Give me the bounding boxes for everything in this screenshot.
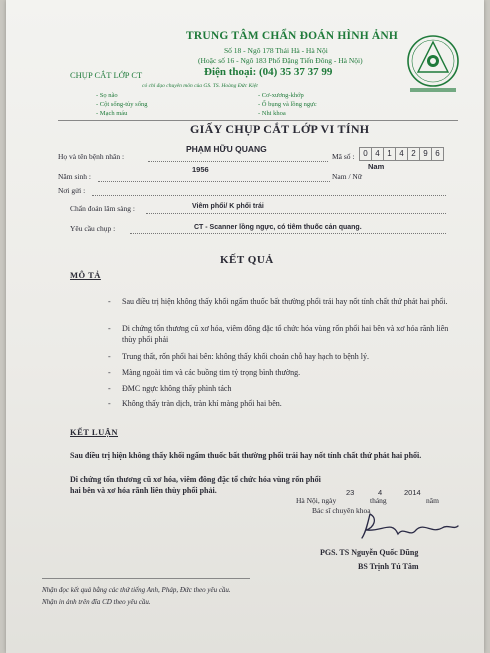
diagnosis-value: Viêm phổi/ K phổi trái	[192, 203, 264, 210]
doctor-name-2: BS Trịnh Tú Tâm	[358, 562, 419, 571]
id-digit: 9	[419, 147, 432, 161]
id-digit: 4	[395, 147, 408, 161]
year-label: năm	[426, 496, 439, 505]
patient-name-label: Họ và tên bệnh nhân :	[58, 152, 125, 161]
doctor-role: Bác sĩ chuyên khoa	[312, 506, 371, 515]
conclusion-paragraph-2: Di chứng tổn thương cũ xơ hóa, viêm đông đặc tổ chức hóa vùng rốn phổi hai bên và xơ hóa rãnh liên thùy phổi phải.	[70, 475, 321, 495]
birth-year-label: Năm sinh :	[58, 172, 91, 181]
description-item: ĐMC ngực không thấy phình tách	[122, 384, 232, 393]
id-digit: 6	[431, 147, 444, 161]
phone-number: Điện thoại: (04) 35 37 37 99	[204, 66, 333, 78]
date-prefix: Hà Nội, ngày	[296, 496, 337, 505]
date-year: 2014	[404, 488, 421, 497]
service-item: - Sọ não	[96, 92, 118, 99]
patient-id-boxes	[360, 147, 444, 161]
center-name: TRUNG TÂM CHẨN ĐOÁN HÌNH ẢNH	[186, 30, 399, 42]
doctor-name-1: PGS. TS Nguyễn Quốc Dũng	[320, 548, 419, 557]
date-month: 4	[378, 488, 383, 497]
description-item: Di chứng tổn thương cũ xơ hóa, viêm đông đặc tổ chức hóa vùng rốn phổi hai bên và xơ hóa rãnh liên thùy phổi phải	[122, 324, 449, 344]
referrer-label: Nơi gửi :	[58, 186, 86, 195]
ct-service-subtitle: có chỉ đạo chuyên môn của GS. TS. Hoàng Đức Kiệt	[142, 83, 258, 89]
id-digit: 4	[371, 147, 384, 161]
description-heading: MÔ TẢ	[70, 270, 101, 280]
footer-divider	[42, 578, 250, 579]
doctor-signature-icon	[352, 508, 462, 542]
scan-request-label: Yêu cầu chụp :	[70, 224, 116, 233]
footer-note-1: Nhận đọc kết quả bằng các thứ tiếng Anh, Pháp, Đức theo yêu cầu.	[42, 586, 231, 594]
id-digit: 0	[359, 147, 372, 161]
description-item: Màng ngoài tim và các buồng tim tỷ trọng bình thường.	[122, 368, 301, 377]
birth-year-value: 1956	[192, 165, 209, 174]
ct-service-title: CHỤP CẮT LỚP CT	[70, 70, 143, 80]
service-item: - Mạch máu	[96, 110, 128, 117]
footer-note-2: Nhận in ảnh trên đĩa CD theo yêu cầu.	[42, 598, 151, 606]
address-line-2: (Hoặc số 16 - Ngõ 183 Phố Đặng Tiến Đông - Hà Nội)	[198, 56, 363, 65]
diagnosis-label: Chẩn đoán lâm sàng :	[70, 204, 135, 213]
id-digit: 2	[407, 147, 420, 161]
conclusion-paragraph-1: Sau điều trị hiện không thấy khối ngấm thuốc bất thường phổi trái hay nốt tính chất thứ phát hai phổi.	[70, 451, 422, 460]
address-line-1: Số 18 - Ngõ 178 Thái Hà - Hà Nội	[224, 46, 328, 55]
description-item: Không thấy tràn dịch, tràn khí màng phổi hai bên.	[122, 399, 282, 408]
gender-value: Nam	[368, 162, 385, 171]
result-document: TRUNG TÂM CHẨN ĐOÁN HÌNH ẢNH Số 18 - Ngõ 178 Thái Hà - Hà Nội (Hoặc số 16 - Ngõ 183 Phố Đặng Tiến Đông - Hà Nội) Điện thoại: (04) 35 37 37 99 CHỤP CẮT LỚP CT có chỉ đạo chuyên môn của GS. TS. Hoàng Đức Kiệt - Sọ não - Cột sống-tủy sống - Mạch máu - Cơ-xương-khớp - Ổ bụng và lồng ngực - Nhi khoa GIẤY CHỤP CẮT LỚP VI TÍNH Họ và tên bệnh nhân : PHẠM HỮU QUANG Mã số : 0 4 1 4 2 9 6 Nam Năm sinh : 1956 Nam / Nữ Nơi gửi : Chẩn đoán lâm sàng : Viêm phổi/ K phổi trái Yêu cầu chụp : CT - Scanner lồng ngực, có tiêm thuốc cản quang. KẾT QUẢ MÔ TẢ - Sau điều trị hiện không thấy khối ngấm thuốc bất thường phổi trái hay nốt tính chất thứ phát hai phổi. - Di chứng tổn thương cũ xơ hóa, viêm đông đặc tổ chức hóa vùng rốn phổi hai bên và xơ hóa rãnh liên thùy phổi phải - Trung thất, rốn phổi hai bên: không thấy khối choán chỗ hay hạch to bệnh lý. - Màng ngoài tim và các buồng tim tỷ trọng bình thường. - ĐMC ngực không thấy phình tách - Không thấy tràn dịch, tràn khí màng phổi hai bên. KẾT LUẬN Sau điều trị hiện không thấy khối ngấm thuốc bất thường phổi trái hay nốt tính chất thứ phát hai phổi. Di chứng tổn thương cũ xơ hóa, viêm đông đặc tổ chức hóa vùng rốn phổi hai bên và xơ hóa rãnh liên thùy phổi phải. Hà Nội, ngày 23 tháng 4 2014 năm Bác sĩ chuyên khoa PGS. TS Nguyễn Quốc Dũng BS Trịnh Tú Tâm Nhận đọc kết quả bằng các thứ tiếng Anh, Pháp, Đức theo yêu cầu. Nhận in ảnh trên đĩa CD theo yêu cầu.	[6, 0, 484, 653]
header-divider	[58, 120, 458, 121]
description-item: Trung thất, rốn phổi hai bên: không thấy khối choán chỗ hay hạch to bệnh lý.	[122, 352, 369, 361]
description-item: Sau điều trị hiện không thấy khối ngấm thuốc bất thường phổi trái hay nốt tính chất thứ phát hai phổi.	[122, 297, 448, 306]
scan-request-value: CT - Scanner lồng ngực, có tiêm thuốc cản quang.	[194, 224, 362, 231]
service-item: - Cơ-xương-khớp	[258, 92, 304, 99]
service-item: - Cột sống-tủy sống	[96, 101, 148, 108]
conclusion-heading: KẾT LUẬN	[70, 427, 119, 437]
patient-name-value: PHẠM HỮU QUANG	[186, 144, 267, 154]
month-label: tháng	[370, 496, 387, 505]
center-logo-icon	[404, 34, 462, 96]
service-item: - Nhi khoa	[258, 110, 286, 117]
service-item: - Ổ bụng và lồng ngực	[258, 101, 317, 108]
id-digit: 1	[383, 147, 396, 161]
date-day: 23	[346, 488, 355, 497]
form-title: GIẤY CHỤP CẮT LỚP VI TÍNH	[190, 122, 370, 136]
patient-id-label: Mã số :	[332, 152, 355, 161]
result-title: KẾT QUẢ	[220, 254, 274, 266]
gender-label: Nam / Nữ	[332, 172, 362, 181]
